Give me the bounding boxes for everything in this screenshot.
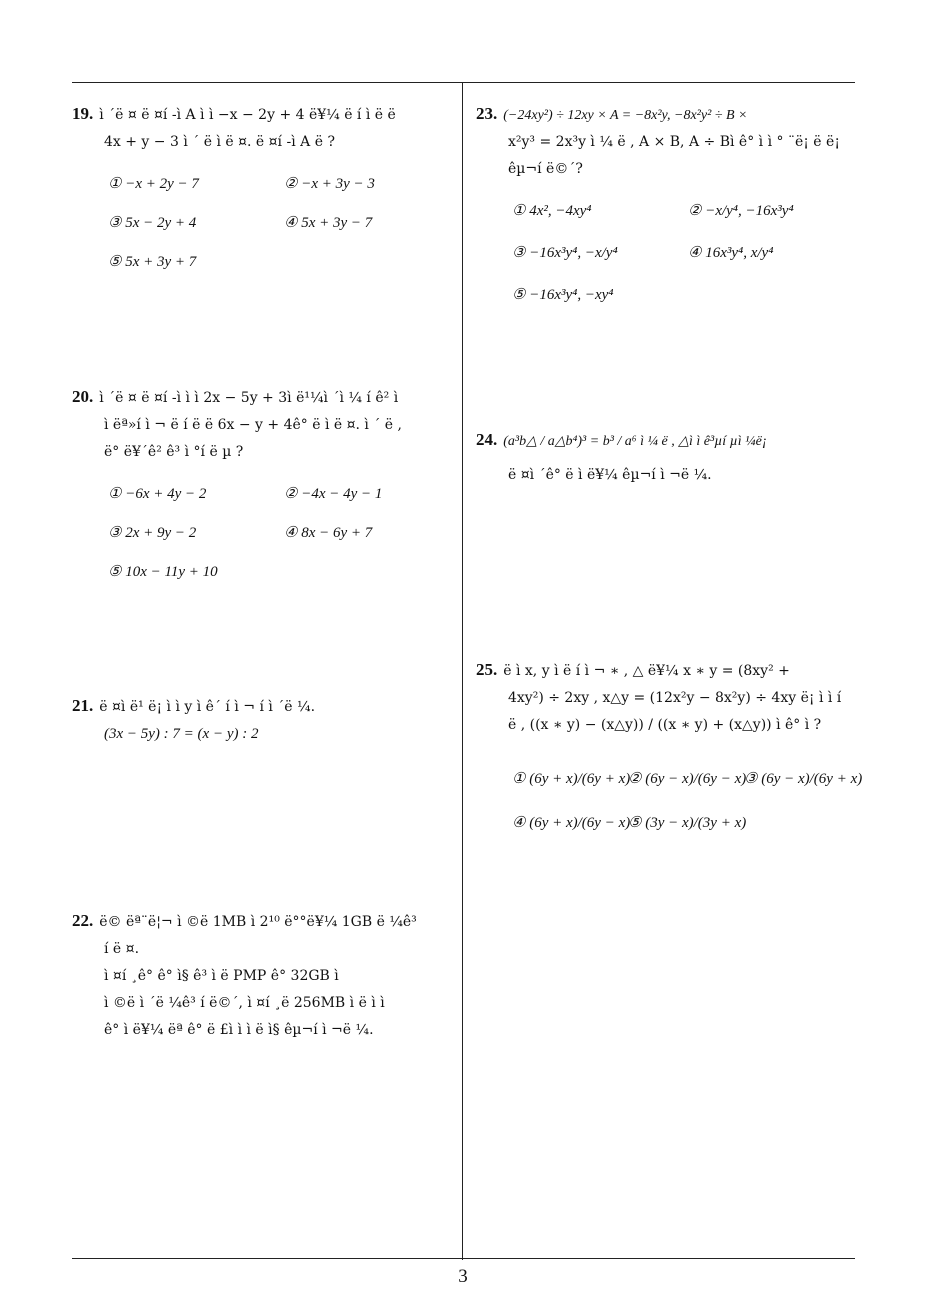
question-20 [72, 383, 457, 594]
option-2[interactable]: ② (6y − x)/(6y − x) [628, 771, 747, 787]
question-text-line: 4x + y − 3 ì ´ ë ì ë ¤. ë ¤í -ì A ë ? [104, 134, 335, 150]
option-3[interactable]: ③ −16x³y⁴, −x/y⁴ [512, 245, 618, 261]
question-text-line: ì ¤í ¸ê° ê° ì§ ê³ ì ë PMP ê° 32GB ì [104, 968, 339, 984]
option-5[interactable]: ⑤ −16x³y⁴, −xy⁴ [512, 287, 614, 303]
question-text-line: ë© ëª¨ë¦¬ ì ©ë 1MB ì 2¹⁰ ë°°ë¥¼ 1GB ë ¼ê³ [99, 914, 417, 930]
question-text-line: ë , ((x ∗ y) − (x△y)) / ((x ∗ y) + (x△y)) ì ê° ì ? [508, 717, 822, 733]
question-22 [72, 907, 457, 1044]
answer-options [476, 769, 861, 859]
question-text-line: ë° ë¥´ê² ê³ ì °í ë µ ? [104, 444, 244, 460]
top-rule [72, 82, 855, 83]
column-divider [462, 82, 463, 1260]
question-text-line: ë ¤ì ë¹ ë¡ ì ì y ì ê´ í ì ¬ í ì ´ë ¼. [99, 699, 316, 715]
answer-options [72, 174, 457, 284]
question-text-line: (−24xy²) ÷ 12xy × A = −8x²y, −8x²y² ÷ B × [503, 108, 748, 123]
option-5[interactable]: ⑤ (3y − x)/(3y + x) [628, 815, 747, 831]
page-number: 3 [458, 1266, 468, 1287]
option-3[interactable]: ③ 5x − 2y + 4 [108, 215, 197, 231]
question-number: 24. [476, 430, 498, 449]
option-4[interactable]: ④ (6y + x)/(6y − x) [512, 815, 631, 831]
answer-options [476, 201, 861, 321]
option-4[interactable]: ④ 5x + 3y − 7 [284, 215, 373, 231]
question-text-line: í ë ¤. [104, 941, 140, 957]
question-19 [72, 100, 457, 284]
question-number: 23. [476, 104, 498, 123]
option-2[interactable]: ② −x + 3y − 3 [284, 176, 375, 192]
question-text-line: 4xy²) ÷ 2xy , x△y = (12x²y − 8x²y) ÷ 4xy ë¡ ì ì í [508, 690, 842, 706]
equation: (3x − 5y) : 7 = (x − y) : 2 [104, 726, 259, 742]
option-5[interactable]: ⑤ 5x + 3y + 7 [108, 254, 197, 270]
question-number: 19. [72, 104, 94, 123]
option-5[interactable]: ⑤ 10x − 11y + 10 [108, 564, 218, 580]
option-4[interactable]: ④ 8x − 6y + 7 [284, 525, 373, 541]
question-number: 20. [72, 387, 94, 406]
answer-options [72, 484, 457, 594]
question-text-line: ì ´ë ¤ ë ¤í -ì ì ì 2x − 5y + 3ì ë¹¼ì ´ì ¼ í ê² ì [99, 390, 399, 406]
question-text-line: ê° ì ë¥¼ ëª ê° ë £ì ì ì ë ì§ êµ¬í ì ¬ë ¼. [104, 1022, 374, 1038]
bottom-rule [72, 1258, 855, 1259]
question-text-line: ì ´ë ¤ ë ¤í -ì A ì ì −x − 2y + 4 ë¥¼ ë í ì ë ë [99, 107, 396, 123]
question-text-line: ë ì x, y ì ë í ì ¬ ∗ , △ ë¥¼ x ∗ y = (8xy² + [503, 663, 790, 679]
option-4[interactable]: ④ 16x³y⁴, x/y⁴ [688, 245, 774, 261]
question-number: 22. [72, 911, 94, 930]
question-number: 25. [476, 660, 498, 679]
question-text-line: êµ¬í ë©´? [508, 161, 583, 177]
question-number: 21. [72, 696, 94, 715]
question-text-line: x²y³ = 2x³y ì ¼ ë , A × B, A ÷ Bì ê° ì ì ° ¨ë¡ ë ë¡ [508, 134, 840, 150]
option-1[interactable]: ① −6x + 4y − 2 [108, 486, 207, 502]
question-text-line: ë ¤ì ´ê° ë ì ë¥¼ êµ¬í ì ¬ë ¼. [508, 467, 712, 483]
option-1[interactable]: ① 4x², −4xy⁴ [512, 203, 592, 219]
question-21 [72, 692, 457, 748]
option-1[interactable]: ① −x + 2y − 7 [108, 176, 199, 192]
question-23 [476, 100, 861, 321]
option-2[interactable]: ② −4x − 4y − 1 [284, 486, 383, 502]
question-text-line: ì ©ë ì ´ë ¼ê³ í ë©´, ì ¤í ¸ë 256MB ì ë ì ì [104, 995, 385, 1011]
question-24 [476, 420, 861, 489]
option-3[interactable]: ③ (6y − x)/(6y + x) [744, 771, 863, 787]
question-25 [476, 656, 861, 859]
option-3[interactable]: ③ 2x + 9y − 2 [108, 525, 197, 541]
option-1[interactable]: ① (6y + x)/(6y + x) [512, 771, 631, 787]
option-2[interactable]: ② −x/y⁴, −16x³y⁴ [688, 203, 794, 219]
equation: (a³b△ / a△b⁴)³ = b³ / a⁶ ì ¼ ë , △ì ì ê³µí µì ¼ë¡ [503, 434, 768, 449]
question-text-line: ì ëª»í ì ¬ ë í ë ë 6x − y + 4ê° ë ì ë ¤. ì ´ ë , [104, 417, 402, 433]
